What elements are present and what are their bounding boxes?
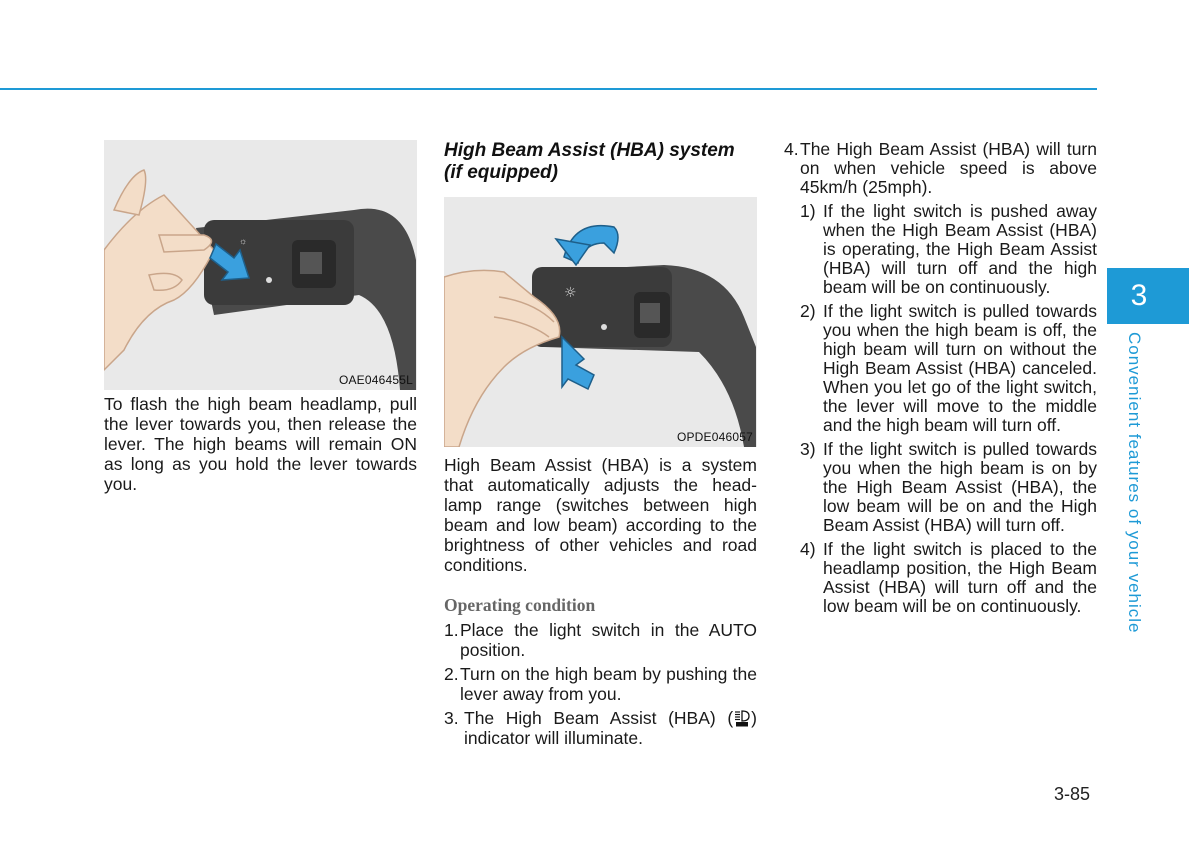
- right-column: [784, 140, 1097, 616]
- lever-flash-figure: [104, 140, 417, 390]
- figure-code: OPDE046057: [676, 430, 753, 444]
- section-heading: High Beam Assist (HBA) system (if equipped): [444, 140, 735, 183]
- flash-paragraph: To flash the high beam headlamp, pull the lever towards you, then release the lever. The high beams will remain ON as long as you hold the lever towards you.: [104, 394, 417, 494]
- step-item: 1. Place the light switch in the AUTO position.: [444, 620, 757, 660]
- left-column: [104, 140, 417, 494]
- middle-column: [444, 140, 757, 748]
- hba-description: High Beam Assist (HBA) is a system that automatically adjusts the head-lamp range (switches between high beam and low beam) according to the brightness of other vehicles and road conditions.: [444, 455, 757, 575]
- operating-steps: [444, 620, 757, 748]
- hba-auto-indicator-icon: [733, 709, 751, 727]
- svg-text:☼: ☼: [564, 285, 577, 301]
- operating-condition-heading: Operating condition: [444, 595, 596, 615]
- figure-code: OAE046455L: [338, 373, 413, 387]
- hba-lever-figure: [444, 197, 757, 447]
- svg-text:☼: ☼: [239, 236, 248, 246]
- substep-item: 3) If the light switch is pulled towards you when the high beam is on by the High Beam Assist (HBA), the low beam will be on and the High Beam Assist (HBA) will turn off.: [800, 439, 1097, 535]
- substep-item: 1) If the light switch is pushed away when the High Beam Assist (HBA) is operating, the High Beam Assist (HBA) will turn off and the high beam will be on continuously.: [800, 201, 1097, 297]
- chapter-number: 3: [1130, 279, 1148, 312]
- chapter-title: Convenient features of your vehicle: [1125, 332, 1144, 634]
- step-item: 2. Turn on the high beam by pushing the lever away from you.: [444, 664, 757, 704]
- substep-item: 4) If the light switch is placed to the headlamp position, the High Beam Assist (HBA) will turn off and the low beam will be on continuously.: [800, 539, 1097, 616]
- header-rule: [0, 88, 1097, 90]
- page-number: 3-85: [1054, 784, 1091, 804]
- hba-substeps: [784, 202, 1097, 616]
- step-item: 3. The High Beam Assist (HBA) ( ) indicator will illuminate.: [444, 708, 757, 748]
- step-item: 4. The High Beam Assist (HBA) will turn on when vehicle speed is above 45km/h (25mph).: [784, 139, 1097, 197]
- substep-item: 2) If the light switch is pulled towards you when the high beam is off, the high beam will turn on without the High Beam Assist (HBA) canceled. When you let go of the light switch, the lever will move to the middle and the high beam will turn off.: [800, 301, 1097, 435]
